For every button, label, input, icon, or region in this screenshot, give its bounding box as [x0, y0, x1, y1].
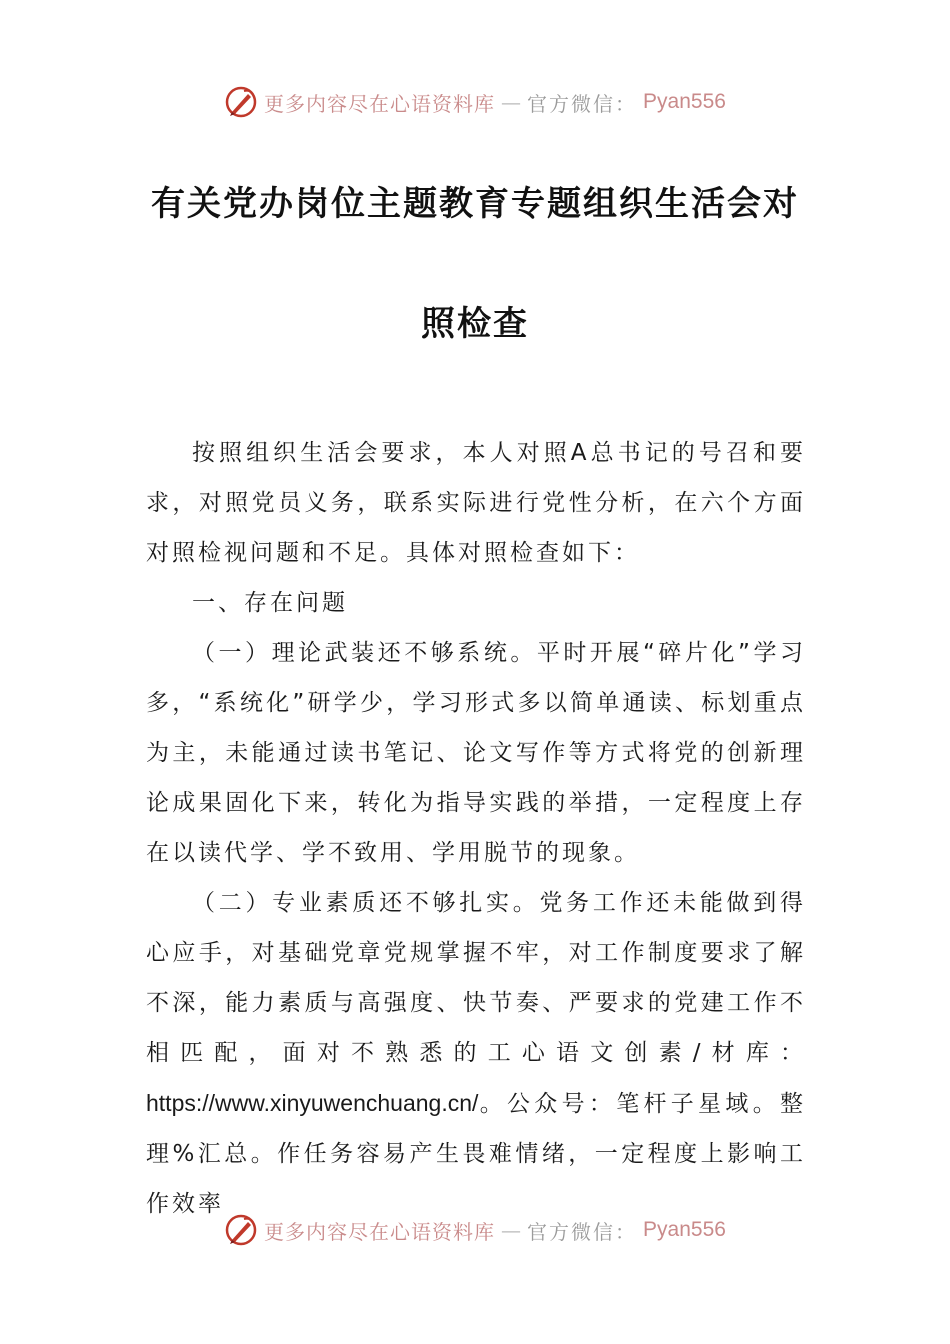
header-banner [0, 82, 950, 122]
footer-banner [0, 1210, 950, 1250]
issue-paragraph-1: （一）理论武装还不够系统。平时开展“碎片化”学习多，“系统化”研学少，学习形式多以简单通读、标划重点为主，未能通过读书笔记、论文写作等方式将党的创新理论成果固化下来，转化为指导实践的举措，一定程度上存在以读代学、学不致用、学用脱节的现象。 [146, 640, 806, 866]
banner-separator: — [501, 90, 522, 114]
banner-official-label: 官方微信： [527, 1219, 638, 1244]
issue-paragraph-2-text-b: 。公众号：笔杆子星域。整理%汇总。作任务容易产生畏难情绪，一定程度上影响工作效率 [146, 1091, 806, 1217]
document-body [146, 428, 806, 1229]
banner-brand-text: 更多内容尽在心语资料库 [264, 1219, 496, 1244]
website-link[interactable]: https://www.xinyuwenchuang.cn/ [146, 1090, 479, 1116]
document-title-line-1: 有关党办岗位主题教育专题组织生活会对 [151, 184, 799, 224]
issue-paragraph-2 [146, 878, 806, 1229]
banner-official-label: 官方微信： [527, 91, 638, 116]
document-title-line-2: 照检查 [421, 304, 529, 344]
issue-paragraph-2-text-a: （二）专业素质还不够扎实。党务工作还未能做到得心应手，对基础党章党规掌握不牢，对工作制度要求了解不深，能力素质与高强度、快节奏、严要求的党建工作不相匹配，面对不熟悉的工心语文创素/材库： [146, 890, 806, 1066]
banner-wechat-id: Pyan556 [643, 90, 726, 113]
banner-wechat-id: Pyan556 [643, 1218, 726, 1241]
banner-brand-text: 更多内容尽在心语资料库 [264, 91, 496, 116]
section-heading: 一、存在问题 [192, 590, 348, 616]
pen-logo-icon [224, 1213, 258, 1247]
pen-logo-icon [224, 85, 258, 119]
intro-paragraph: 按照组织生活会要求，本人对照A总书记的号召和要求，对照党员义务，联系实际进行党性分析，在六个方面对照检视问题和不足。具体对照检查如下： [146, 440, 806, 566]
banner-separator: — [501, 1218, 522, 1242]
